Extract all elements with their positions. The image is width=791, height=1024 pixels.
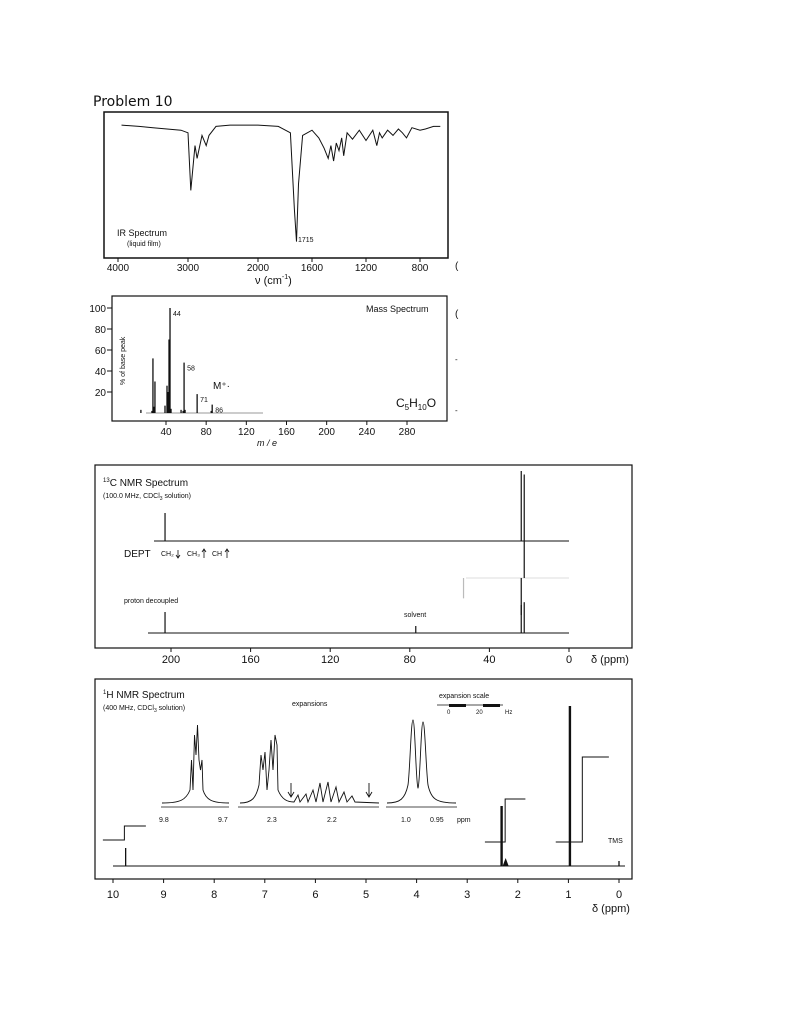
c13-dept-arrow-up-icon-2 bbox=[225, 549, 229, 558]
ms-peak-label: 44 bbox=[173, 311, 181, 318]
h1-expansions-label: expansions bbox=[292, 701, 328, 708]
c13-tick-label: 80 bbox=[403, 654, 416, 666]
ms-peak-label: 71 bbox=[200, 397, 208, 405]
c13-dept-label: DEPT bbox=[124, 549, 151, 560]
ms-x-tick-label: 280 bbox=[398, 427, 416, 438]
h1-exp3-tick-a: 1.0 bbox=[401, 817, 411, 824]
h1-tick-label: 10 bbox=[106, 889, 120, 901]
c13-subtitle-end: solution) bbox=[162, 493, 191, 500]
c13-subtitle-sub: 3 bbox=[159, 496, 163, 502]
h1-tick-label: 5 bbox=[362, 889, 370, 901]
c13-dept-legend-ch2: CH₂ bbox=[161, 551, 174, 558]
h1-integral-step bbox=[485, 799, 525, 842]
mass-spectrum-panel bbox=[89, 296, 459, 448]
h1-exp3-tick-b: 0.95 bbox=[430, 817, 444, 824]
ms-ylabel: % of base peak bbox=[120, 336, 127, 385]
c13-tick-label: 40 bbox=[483, 654, 496, 666]
c13-top-peaks bbox=[162, 471, 524, 541]
ir-tick-label: 2000 bbox=[246, 263, 270, 274]
ms-formula-o: O bbox=[426, 396, 437, 410]
h1-tick-label: 9 bbox=[160, 889, 167, 901]
ms-ytick-label: 80 bbox=[94, 325, 106, 336]
ir-spectrum-panel bbox=[104, 112, 459, 287]
h1-subtitle bbox=[103, 705, 185, 714]
h1-x-ticks bbox=[107, 879, 622, 901]
c13-tick-label: 0 bbox=[565, 654, 573, 666]
h1-tick-label: 4 bbox=[413, 889, 420, 901]
ms-formula bbox=[396, 396, 436, 412]
c13-decoupled-peaks bbox=[165, 602, 524, 633]
ir-tick-label: 3000 bbox=[176, 263, 200, 274]
h1-exp1-tick-b: 9.7 bbox=[218, 817, 228, 824]
c13-subtitle bbox=[103, 493, 191, 502]
ir-spectrum-line bbox=[122, 125, 441, 242]
h1-scale-tick-0: 0 bbox=[447, 710, 451, 716]
ir-xlabel-exp: -1 bbox=[281, 274, 289, 281]
h1-peak bbox=[503, 858, 509, 866]
h1-expansion-1-trace bbox=[162, 725, 229, 803]
ir-peak-label: 1715 bbox=[298, 237, 314, 244]
ms-formula-c: C bbox=[396, 396, 405, 410]
h1-integral-step bbox=[103, 826, 146, 840]
ms-x-tick-label: 40 bbox=[160, 427, 172, 438]
c13-dept-arrow-up-icon bbox=[202, 549, 206, 558]
c13-title-main: C NMR Spectrum bbox=[109, 478, 189, 489]
h1-integral-step bbox=[556, 757, 609, 842]
ms-formula-c-sub: 5 bbox=[404, 403, 410, 412]
h1-exp2-arrow-down-icon bbox=[288, 783, 294, 797]
h1-expansion-3-trace bbox=[387, 720, 456, 803]
c13-title bbox=[103, 478, 188, 489]
c13-solvent-label: solvent bbox=[404, 612, 427, 619]
h1-tick-label: 0 bbox=[615, 889, 623, 901]
h1-xlabel: δ (ppm) bbox=[592, 903, 630, 915]
h1-scale-tick-20: 20 bbox=[476, 710, 483, 716]
c13-title-sup: 13 bbox=[103, 478, 110, 484]
ms-x-ticks bbox=[160, 421, 415, 438]
h1-title bbox=[103, 690, 185, 701]
h1-exp1-tick-a: 9.8 bbox=[159, 817, 169, 824]
h1-peaks bbox=[126, 706, 619, 866]
ir-xlabel bbox=[255, 274, 292, 287]
h1-exp2-arrow-down-icon-2 bbox=[366, 783, 372, 797]
ms-x-tick-label: 200 bbox=[318, 427, 336, 438]
h1-expansion-2 bbox=[238, 735, 379, 824]
h1-title-main: H NMR Spectrum bbox=[106, 690, 185, 701]
c13-dept-legend-ch: CH bbox=[212, 551, 223, 558]
ir-xlabel-symbol: ν bbox=[255, 275, 261, 287]
h1-expansion-scale-label: expansion scale bbox=[439, 693, 490, 700]
ms-edge-mark-2: - bbox=[455, 355, 458, 364]
c13-tick-label: 200 bbox=[161, 654, 181, 666]
ir-tick-label: 4000 bbox=[106, 263, 130, 274]
h1-expansion-1 bbox=[159, 725, 229, 824]
ms-title: Mass Spectrum bbox=[366, 304, 429, 314]
ms-edge-mark-3: - bbox=[455, 406, 458, 415]
h1-exp2-tick-b: 2.2 bbox=[327, 817, 337, 824]
ir-x-ticks bbox=[107, 258, 429, 274]
ms-ytick-label: 100 bbox=[89, 304, 106, 315]
c13-dept-legend-ch3: CH₃ bbox=[187, 551, 200, 558]
ms-x-tick-label: 240 bbox=[358, 427, 376, 438]
ir-tick-label: 1200 bbox=[354, 263, 378, 274]
h1-title-sup: 1 bbox=[103, 690, 107, 696]
ir-tick-label: 800 bbox=[411, 263, 429, 274]
h1-integrals bbox=[103, 757, 609, 842]
ms-ytick-label: 40 bbox=[94, 367, 106, 378]
problem-title: Problem 10 bbox=[93, 94, 173, 110]
h1-tick-label: 7 bbox=[261, 889, 268, 901]
ir-edge-mark: ( bbox=[455, 261, 459, 272]
c13-x-ticks bbox=[162, 648, 572, 666]
h1-exp3-tick-c: ppm bbox=[457, 817, 471, 824]
ir-xlabel-unit: (cm bbox=[263, 275, 282, 287]
ir-title: IR Spectrum bbox=[117, 228, 168, 238]
h1-tick-label: 1 bbox=[565, 889, 572, 901]
h1-subtitle-sub: 3 bbox=[153, 708, 157, 714]
ms-peak-labels bbox=[173, 311, 223, 415]
h1-tick-label: 6 bbox=[312, 889, 319, 901]
h1-tick-label: 2 bbox=[514, 889, 521, 901]
c13-dept-arrow-down-icon bbox=[176, 550, 180, 558]
ms-x-tick-label: 160 bbox=[278, 427, 295, 438]
ms-xlabel: m / e bbox=[257, 438, 278, 448]
c13-xlabel: δ (ppm) bbox=[591, 654, 629, 666]
h1-subtitle-main: (400 MHz, CDCl bbox=[103, 705, 154, 712]
ms-peak-label: 58 bbox=[187, 365, 195, 373]
h1-nmr-panel bbox=[95, 679, 632, 915]
c13-subtitle-main: (100.0 MHz, CDCl bbox=[103, 493, 160, 500]
ms-formula-h-sub: 10 bbox=[417, 403, 427, 412]
ms-peak-label: 86 bbox=[215, 407, 223, 415]
ms-x-tick-label: 80 bbox=[200, 427, 212, 438]
c13-decoupled-label: proton decoupled bbox=[124, 598, 179, 605]
c13-tick-label: 160 bbox=[241, 654, 260, 666]
ms-y-ticks bbox=[89, 304, 112, 399]
h1-subtitle-end: solution) bbox=[156, 705, 186, 712]
ms-formula-h: H bbox=[409, 396, 418, 410]
h1-expansion-2-trace bbox=[240, 735, 379, 803]
c13-tick-label: 120 bbox=[321, 654, 340, 666]
ms-edge-mark-1: ( bbox=[455, 309, 459, 320]
ms-mol-ion-label: M⁺· bbox=[213, 381, 230, 392]
ir-xlabel-close: ) bbox=[288, 275, 292, 287]
ms-ytick-label: 20 bbox=[94, 388, 106, 399]
c13-nmr-panel bbox=[95, 465, 632, 666]
ms-ytick-label: 60 bbox=[94, 346, 106, 357]
h1-tick-label: 3 bbox=[464, 889, 471, 901]
h1-scale-tick-hz: Hz bbox=[505, 710, 513, 716]
h1-exp2-tick-a: 2.3 bbox=[267, 817, 277, 824]
ms-x-tick-label: 120 bbox=[237, 427, 255, 438]
h1-expansion-3 bbox=[386, 720, 471, 824]
h1-expansion-scale-bar bbox=[437, 704, 503, 707]
h1-tick-label: 8 bbox=[211, 889, 218, 901]
h1-tms-label: TMS bbox=[608, 838, 623, 845]
ir-tick-label: 1600 bbox=[300, 263, 324, 274]
ir-subtitle: (liquid film) bbox=[127, 241, 161, 248]
